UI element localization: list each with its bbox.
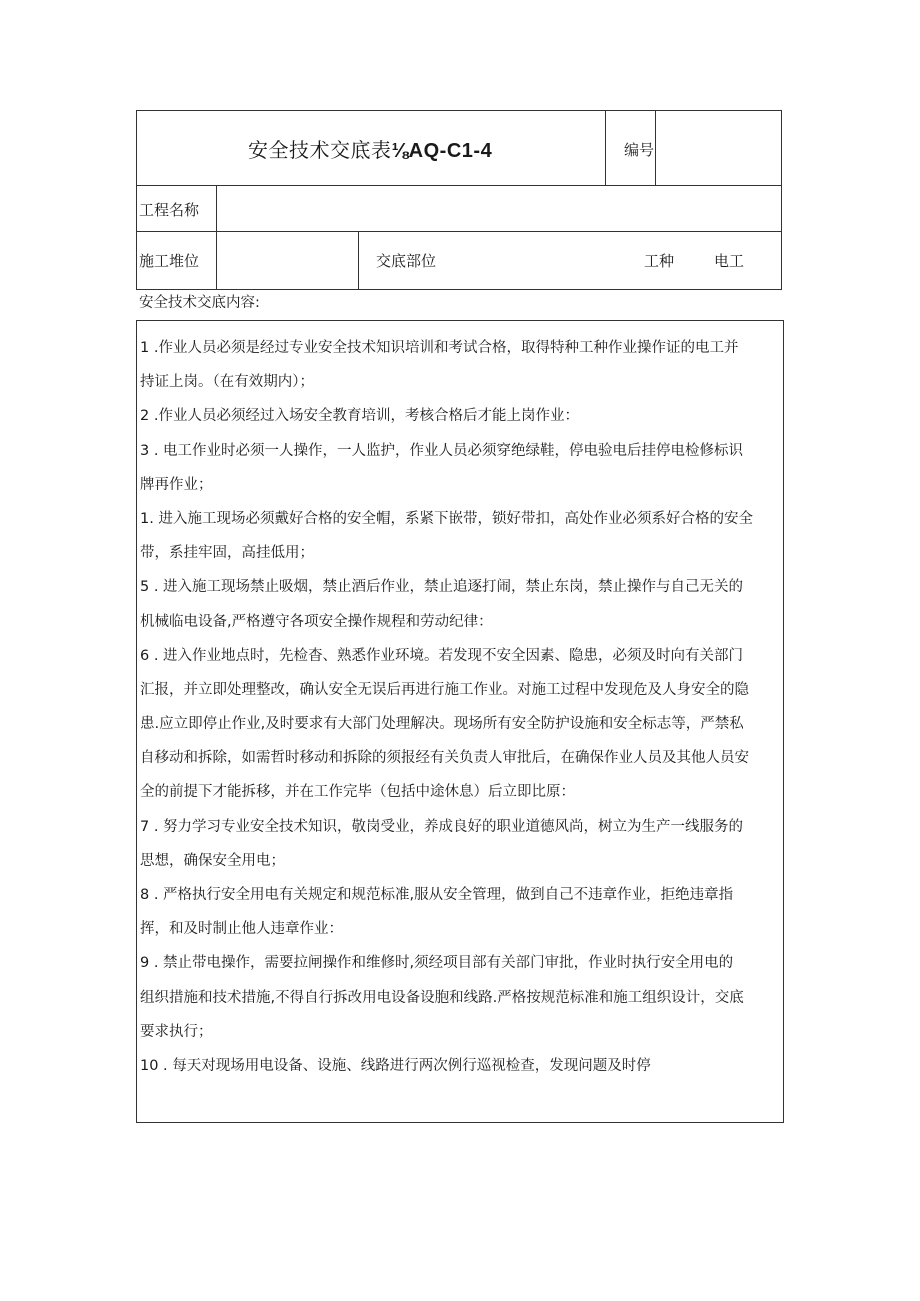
content-line: 要求执行； (140, 1023, 213, 1040)
col-divider (655, 110, 656, 185)
number-field[interactable] (662, 139, 772, 159)
content-line: 组织措施和技术措施,不得自行拆改用电设备设胞和线路.严格按规范标准和施工组织设计，交底 (140, 989, 744, 1006)
content-line: 2 .作业人员必须经过入场安全教育培训，考核合格后才能上岗作业： (140, 408, 579, 425)
content-line: 持证上岗。（在有效期内）； (140, 374, 314, 391)
content-line: 1 .作业人员必须是经过专业安全技术知识培训和考试合格，取得特种工种作业操作证的电工并 (140, 340, 739, 356)
trade-value: 电工 (714, 252, 745, 270)
content-line: 5 . 进入施工现场禁止吸烟，禁止酒后作业，禁止追逐打闹，禁止东岗，禁止操作与自己无关的 (140, 579, 744, 596)
content-label: 安全技术交底内容: (139, 295, 260, 311)
project-name-label: 工程名称 (139, 201, 200, 219)
form-code: ⅛AQ-C1-4 (391, 140, 493, 162)
content-lines (140, 331, 785, 1083)
content-line: 10 . 每天对现场用电设备、设施、线路进行两次例行巡视检查，发现问题及时停 (140, 1057, 651, 1074)
content-line: 汇报，并立即处理整改，确认安全无误后再进行施工作业。对施工过程中发现危及人身安全的隐 (140, 681, 749, 698)
row-divider (136, 185, 782, 186)
form-title (248, 134, 492, 163)
col-divider (216, 185, 217, 290)
content-box (136, 320, 784, 1123)
construction-unit-label: 施工堆位 (139, 252, 200, 270)
content-line: 机械临电设备,严格遵守各项安全操作规程和劳动纪律： (140, 613, 493, 630)
content-line: 思想，确保安全用电； (140, 852, 285, 869)
content-line: 挥，和及时制止他人违章作业： (140, 921, 343, 938)
form-title-cn: 安全技术交底表 (248, 138, 392, 162)
content-line: 7 . 努力学习专业安全技术知识，敬岗受业，养成良好的职业道德风尚，树立为生产一线服务的 (140, 818, 744, 835)
trade-label: 工种 (644, 252, 675, 270)
content-line: 6 . 进入作业地点时，先检杳、熟悉作业环境。若发现不安全因素、隐患，必须及时向有关部门 (140, 647, 744, 664)
content-line: 1. 进入施工现场必须戴好合格的安全帽，系紧下嵌带，锁好带扣，高处作业必须系好合格的安全 (140, 510, 753, 527)
content-line: 带，系挂牢固，高挂低用； (140, 545, 314, 562)
content-line: 3 . 电工作业时必须一人操作，一人监护，作业人员必须穿绝绿鞋，停电验电后挂停电检修标识 (140, 442, 744, 459)
content-line: 全的前提下才能拆移，并在工作完毕（包括中途休息）后立即比原： (140, 784, 575, 801)
number-label: 编号 (624, 141, 655, 159)
col-divider (358, 231, 359, 290)
handover-part-label: 交底部位 (376, 252, 437, 270)
content-line: 牌再作业； (140, 476, 213, 493)
row-divider (136, 231, 782, 232)
content-line: 9 . 禁止带电操作，需要拉闸操作和维修时,须经项目部有关部门审批，作业时执行安全用电的 (140, 955, 734, 972)
content-line: 患.应立即停止作业,及时要求有大部门处理解决。现场所有安全防护设施和安全标志等，严禁私 (140, 716, 744, 733)
content-line: 8 . 严格执行安全用电有关规定和规范标准,服从安全管理，做到自己不违章作业，拒绝违章指 (140, 887, 734, 903)
content-line: 自移动和拆除，如需哲时移动和拆除的须报经有关负责人审批后，在确保作业人员及其他人员安 (140, 750, 749, 767)
col-divider (605, 110, 606, 185)
